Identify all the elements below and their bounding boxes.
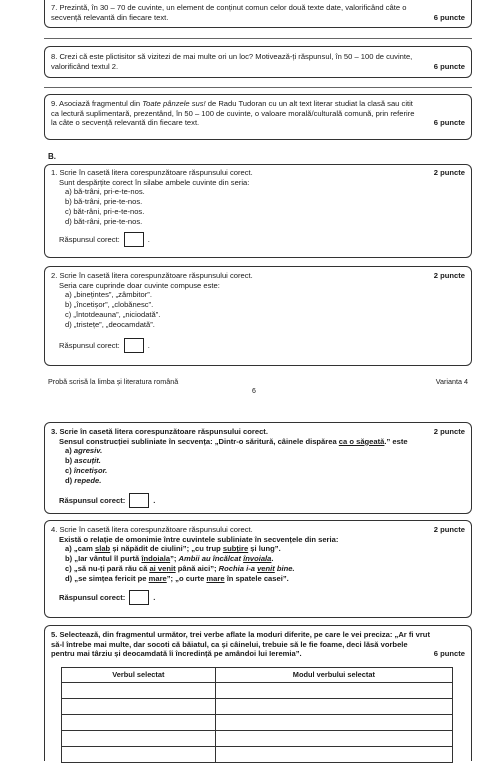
option-text: ascuțit. [74, 456, 101, 466]
underlined-word: îndoiala [141, 554, 171, 564]
answer-label: Răspunsul corect: [59, 340, 120, 350]
option-letter: c) [65, 465, 72, 475]
question-8-line1: 8. Crezi că este plictisitor să vizitezi de mai multe ori un loc? Motivează-ți răspunsul, în 50 – 100 de cuvinte, [51, 52, 413, 61]
answer-row [51, 493, 465, 508]
question-b3-points: 2 puncte [433, 427, 465, 436]
option-c: c) „întotdeauna”, „niciodată”. [65, 309, 161, 319]
underlined-word: mare [148, 573, 167, 583]
answer-period: . [153, 592, 156, 602]
answer-period: . [147, 340, 150, 350]
question-9-line1-start: 9. Asociază fragmentul din [51, 99, 143, 108]
page-footer [48, 377, 468, 386]
underlined-word: ai venit [149, 563, 176, 573]
option-a: a) bă-trâni, pri-e-te-nos. [65, 187, 145, 197]
option-a: a) „binețintes”, „zâmbitor”. [65, 290, 152, 300]
option-text: „se simțea fericit pe [74, 573, 149, 583]
option-d [51, 574, 465, 584]
answer-row [51, 232, 465, 247]
table-row [62, 715, 453, 731]
table-cell[interactable] [215, 715, 452, 731]
column-header: Modul verbului selectat [215, 668, 452, 683]
option-text: și năpădit de ciulini”; „cu trup [110, 544, 223, 554]
option-text: agresiv. [73, 446, 103, 456]
question-7-line1: 7. Prezintă, în 30 – 70 de cuvinte, un element de conținut comun celor două texte date, valorificând câte o [51, 3, 407, 12]
option-text: Ambii au încălcat [178, 554, 244, 564]
column-header: Verbul selectat [62, 668, 216, 683]
table-cell[interactable] [62, 731, 216, 747]
question-b3-text: Sensul construcției subliniate în secvența: „Dintr-o săritură, câinele dispărea [59, 436, 339, 446]
option-letter: a) [65, 544, 72, 554]
question-b4-points: 2 puncte [433, 525, 465, 534]
answer-box[interactable] [124, 338, 144, 353]
footer-subject: Probă scrisă la limba și literatura română [48, 377, 179, 386]
question-b5-box [44, 625, 472, 761]
option-d [51, 476, 465, 486]
page-number: 6 [252, 388, 256, 395]
table-row [62, 683, 453, 699]
table-cell[interactable] [62, 715, 216, 731]
option-letter: b) [65, 554, 73, 564]
question-b5-line2: să-l întrebe mai multe, dar socoti că băiatul, ca și câinelui, trebuie să le fie foame, deci lăsă vorbele [51, 639, 408, 649]
question-b3-end: .” este [384, 436, 408, 446]
table-cell[interactable] [62, 747, 216, 763]
table-row [62, 699, 453, 715]
question-b5-points: 6 puncte [433, 649, 465, 659]
question-b2-box [44, 266, 472, 366]
question-9-line1-end: de Radu Tudoran cu un alt text literar studiat la clasă sau citit [205, 99, 413, 108]
table-cell[interactable] [62, 683, 216, 699]
verb-answer-table [61, 667, 453, 763]
question-b5-line1: 5. Selectează, din fragmentul următor, trei verbe aflate la moduri diferite, pe care le vei preciza: „Ar fi vrut [51, 630, 430, 639]
question-9-book-title: Toate pânzele sus! [142, 99, 206, 108]
option-d: d) băt-râni, prie-te-nos. [65, 216, 143, 226]
option-letter: d) [65, 573, 73, 583]
option-text: „să nu-ți pară rău că [73, 563, 150, 573]
option-text: „cam [73, 544, 95, 554]
option-text: până aici”; [175, 563, 219, 573]
question-8-box [44, 46, 472, 78]
answer-box[interactable] [124, 232, 144, 247]
footer-variant: Varianta 4 [435, 377, 468, 386]
question-b1-question: Sunt despărțite corect în silabe ambele cuvinte din seria: [59, 177, 250, 187]
answer-box[interactable] [129, 493, 149, 508]
option-text: „Iar vântul îl purtă [74, 554, 142, 564]
table-header-row [62, 668, 453, 683]
option-text: Rochia i-a [218, 563, 258, 573]
underlined-word: mare [206, 573, 225, 583]
table-cell[interactable] [215, 683, 452, 699]
answer-label: Răspunsul corect: [59, 592, 126, 602]
answer-period: . [147, 234, 150, 244]
option-c: c) băt-râni, pri-e-te-nos. [65, 206, 145, 216]
table-cell[interactable] [215, 747, 452, 763]
answer-label: Răspunsul corect: [59, 234, 120, 244]
option-a [51, 446, 465, 456]
answer-label: Răspunsul corect: [59, 495, 126, 505]
question-7-box [44, 0, 472, 28]
answer-row [51, 590, 465, 605]
option-text: încetișor. [73, 465, 108, 475]
option-a [51, 544, 465, 554]
question-9-line2: ca lectură suplimentară, prezentând, în 50 – 100 de cuvinte, o valoare morală/culturală comună, prin referire [51, 108, 415, 118]
answer-row [51, 338, 465, 353]
table-row [62, 731, 453, 747]
question-8-points: 6 puncte [433, 61, 465, 71]
table-cell[interactable] [215, 731, 452, 747]
underlined-word: slab [95, 544, 111, 554]
question-7-points: 6 puncte [433, 12, 465, 22]
divider [44, 87, 472, 88]
option-text: bine. [274, 563, 295, 573]
divider [44, 38, 472, 39]
question-7-line2: secvență relevantă din fiecare text. [51, 12, 169, 22]
question-b3-stem: 3. Scrie în casetă litera corespunzătoare răspunsului corect. [51, 427, 268, 436]
option-b [51, 456, 465, 466]
question-9-points: 6 puncte [433, 118, 465, 128]
option-b [51, 554, 465, 564]
question-b2-points: 2 puncte [433, 271, 465, 280]
option-text: . [271, 554, 274, 564]
section-b-label: B. [48, 152, 56, 161]
option-letter: a) [65, 446, 72, 456]
question-b2-stem: 2. Scrie în casetă litera corespunzătoare răspunsului corect. [51, 271, 253, 280]
question-b4-stem: 4. Scrie în casetă litera corespunzătoare răspunsului corect. [51, 525, 253, 534]
underlined-word: subțire [222, 544, 249, 554]
table-row [62, 747, 453, 763]
question-9-line3: la câte o secvență relevantă din fiecare text. [51, 118, 200, 128]
underlined-word: învoiala [243, 554, 272, 564]
option-letter: c) [65, 563, 72, 573]
option-letter: b) [65, 456, 73, 466]
option-d: d) „tristețe”, „deocamdată”. [65, 319, 155, 329]
answer-box[interactable] [129, 590, 149, 605]
option-text: și lung”. [248, 544, 281, 554]
option-b: b) „încetișor”, „clobănesc”. [65, 300, 154, 310]
table-cell[interactable] [62, 699, 216, 715]
question-b4-box [44, 520, 472, 618]
question-8-line2: valorificând textul 2. [51, 61, 119, 71]
option-text: ”; [170, 554, 179, 564]
question-9-line1 [51, 99, 465, 109]
option-text: ”; „o curte [166, 573, 207, 583]
underlined-phrase: ca o săgeată [338, 436, 385, 446]
option-c [51, 466, 465, 476]
table-cell[interactable] [215, 699, 452, 715]
question-b1-stem: 1. Scrie în casetă litera corespunzătoare răspunsului corect. [51, 168, 253, 177]
question-b5-line3: pentru mai târziu și deocamdată îi încredință pe amândoi lui Ieremia”. [51, 649, 302, 659]
question-b3-question [51, 437, 465, 447]
question-b3-box [44, 422, 472, 514]
option-text: repede. [74, 475, 102, 485]
option-b: b) bă-trâni, prie-te-nos. [65, 197, 143, 207]
answer-period: . [153, 495, 156, 505]
question-b4-question: Există o relație de omonimie între cuvintele subliniate în secvențele din seria: [59, 534, 339, 544]
question-b2-question: Seria care cuprinde doar cuvinte compuse este: [59, 280, 220, 290]
option-c [51, 564, 465, 574]
question-9-box [44, 94, 472, 140]
question-b1-points: 2 puncte [433, 168, 465, 177]
option-text: în spatele casei”. [224, 573, 289, 583]
underlined-word: venit [257, 563, 275, 573]
question-b1-box [44, 164, 472, 258]
option-letter: d) [65, 475, 73, 485]
